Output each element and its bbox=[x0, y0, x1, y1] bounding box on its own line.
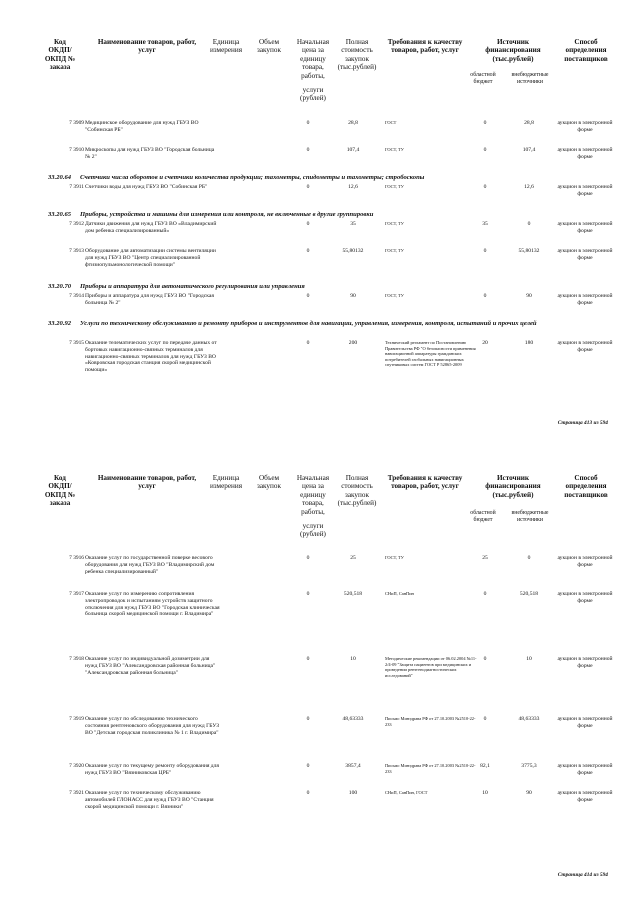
row-code: 7 3914 bbox=[69, 293, 84, 299]
row-total: 35 bbox=[350, 221, 356, 227]
row-start-price: 0 bbox=[306, 716, 310, 722]
row-requirements: ГОСТ, ТУ bbox=[385, 184, 404, 189]
row-requirements: ГОСТ, ТУ bbox=[385, 221, 404, 226]
row-total: 3857,4 bbox=[345, 763, 361, 769]
row-start-price: 0 bbox=[306, 763, 310, 769]
row-requirements: Письмо Минздрава РФ от 27.10.2003 №2510-22-233 bbox=[385, 763, 476, 774]
row-name: Медицинское оборудование для нужд ГБУЗ ВО "Собинская РБ" bbox=[85, 120, 199, 133]
section-heading: 33.20.92 Услуги по техническому обслуживанию и ремонту приборов и инструментов для навигации, управления, измерения, контроля, испытаний и прочих целей bbox=[48, 320, 537, 327]
header-method: Способ определения поставщиков bbox=[564, 38, 608, 63]
row-code: 7 3911 bbox=[69, 184, 84, 190]
header-funding-regional: областной бюджет bbox=[470, 510, 496, 523]
row-start-price: 0 bbox=[306, 790, 310, 796]
page-number: Страница 414 из 594 bbox=[557, 872, 608, 878]
row-total: 12,6 bbox=[348, 184, 358, 190]
row-method: аукцион в электронной форме bbox=[557, 147, 613, 160]
row-name: Оборудование для автоматизации системы вентиляции для нужд ГБУЗ ВО "Центр специализированной фтизиопульмонологической помощи" bbox=[85, 248, 216, 268]
header-start-price: Начальная цена за единицу товара, работы, bbox=[296, 38, 330, 80]
row-regional: 10 bbox=[482, 790, 488, 796]
row-total: 25 bbox=[350, 555, 356, 561]
row-method: аукцион в электронной форме bbox=[557, 716, 613, 729]
row-extrabudget: 90 bbox=[526, 790, 532, 796]
row-code: 7 3912 bbox=[69, 221, 84, 227]
row-code: 7 3910 bbox=[69, 147, 84, 153]
header-start-price-services: услуги (рублей) bbox=[300, 522, 326, 539]
header-requirements: Требования к качеству товаров, работ, услуг bbox=[387, 38, 463, 55]
row-requirements: СНиП, СанПин, ГОСТ bbox=[385, 790, 428, 795]
row-extrabudget: 0 bbox=[527, 221, 531, 227]
header-name: Наименование товаров, работ, услуг bbox=[97, 38, 197, 55]
row-total: 48,63333 bbox=[342, 716, 364, 722]
row-requirements: ГОСТ, ТУ bbox=[385, 555, 404, 560]
header-code: Код ОКДП/ ОКПД № заказа bbox=[44, 474, 76, 508]
row-start-price: 0 bbox=[306, 591, 310, 597]
row-regional: 35 bbox=[482, 221, 488, 227]
row-regional: 0 bbox=[483, 656, 487, 662]
row-extrabudget: 180 bbox=[524, 340, 534, 346]
row-code: 7 3920 bbox=[69, 763, 84, 769]
header-funding: Источник финансирования (тыс.рублей) bbox=[485, 474, 541, 499]
row-method: аукцион в электронной форме bbox=[557, 248, 613, 261]
row-name: Оказание услуг по обследованию технического состояния рентгеновского оборудования для нужд ГБУЗ ВО "Детская городская поликлиника № 1 г. Владимира" bbox=[85, 716, 220, 736]
row-name: Датчики движения для нужд ГБУЗ ВО «Владимирский дом ребенка специализированный» bbox=[85, 221, 217, 234]
header-funding: Источник финансирования (тыс.рублей) bbox=[485, 38, 541, 63]
header-code: Код ОКДП/ ОКПД № заказа bbox=[44, 38, 76, 72]
row-name: Оказание услуг по текущему ремонту оборудования для нужд ГБУЗ ВО "Вязниковская ЦРБ" bbox=[85, 763, 219, 776]
row-method: аукцион в электронной форме bbox=[557, 591, 613, 604]
section-heading: 33.20.65 Приборы, устройства и машины для измерения или контроля, не включенные в другие группировки bbox=[48, 211, 374, 218]
row-code: 7 3913 bbox=[69, 248, 84, 254]
page-413 bbox=[0, 0, 640, 452]
header-volume: Объем закупок bbox=[257, 474, 281, 491]
row-requirements: СНиП, СанПин bbox=[385, 591, 414, 596]
row-regional: 0 bbox=[483, 293, 487, 299]
row-extrabudget: 0 bbox=[527, 555, 531, 561]
row-total: 520,518 bbox=[343, 591, 363, 597]
header-unit: Единица измерения bbox=[209, 474, 243, 491]
row-name: Приборы и аппаратура для нужд ГБУЗ ВО "Городская больница № 2" bbox=[85, 293, 214, 306]
row-extrabudget: 55,80132 bbox=[518, 248, 540, 254]
row-method: аукцион в электронной форме bbox=[557, 555, 613, 568]
header-method: Способ определения поставщиков bbox=[564, 474, 608, 499]
header-total-cost: Полная стоимость закупок (тыс.рублей) bbox=[337, 474, 377, 508]
row-regional: 0 bbox=[483, 184, 487, 190]
row-requirements: ГОСТ bbox=[385, 120, 397, 125]
row-start-price: 0 bbox=[306, 656, 310, 662]
row-method: аукцион в электронной форме bbox=[557, 221, 613, 234]
row-code: 7 3916 bbox=[69, 555, 84, 561]
page-number: Страница 413 из 594 bbox=[557, 420, 608, 426]
section-heading: 33.20.64 Счетчики числа оборотов и счетчики количества продукции; тахометры, спидометры и тахометры; стробоскопы bbox=[48, 174, 425, 181]
row-start-price: 0 bbox=[306, 248, 310, 254]
row-method: аукцион в электронной форме bbox=[557, 790, 613, 803]
row-method: аукцион в электронной форме bbox=[557, 184, 613, 197]
row-start-price: 0 bbox=[306, 340, 310, 346]
header-requirements: Требования к качеству товаров, работ, услуг bbox=[387, 474, 463, 491]
row-regional: 82,1 bbox=[480, 763, 490, 769]
row-start-price: 0 bbox=[306, 293, 310, 299]
row-requirements: Письмо Минздрава РФ от 27.10.2003 №2510-22-233 bbox=[385, 716, 476, 727]
row-code: 7 3919 bbox=[69, 716, 84, 722]
row-requirements: Методические рекомендации от 06.02.2004 №11-2/4-09 "Защита пациентов при медицинских и проведении рентгенодиагностических исследований" bbox=[385, 656, 477, 678]
row-requirements: Технический регламент по Постановлению Правительства РФ "О безопасности применения навигационной аппаратуры гражданских потребителей глобальных навигационных спутниковых систем ГОСТ Р 52865-2009 bbox=[385, 340, 476, 368]
header-unit: Единица измерения bbox=[209, 38, 243, 55]
row-total: 200 bbox=[348, 340, 358, 346]
row-requirements: ГОСТ, ТУ bbox=[385, 293, 404, 298]
row-total: 28,8 bbox=[348, 120, 358, 126]
row-name: Оказание услуг по измерению сопротивления электропроводок и испытаниям устройств защитного отключения для нужд ГБУЗ ВО "Городская клиническая больница скорой медицинской помощи г. Владимира" bbox=[85, 591, 220, 618]
row-start-price: 0 bbox=[306, 555, 310, 561]
row-extrabudget: 28,8 bbox=[524, 120, 534, 126]
header-total-cost: Полная стоимость закупок (тыс.рублей) bbox=[337, 38, 377, 72]
row-regional: 0 bbox=[483, 248, 487, 254]
header-funding-regional: областной бюджет bbox=[470, 72, 496, 85]
row-regional: 0 bbox=[483, 716, 487, 722]
row-name: Оказание услуг по государственной поверке весового оборудования для нужд ГБУЗ ВО "Владимирский дом ребенка специализированный" bbox=[85, 555, 215, 575]
row-total: 55,80132 bbox=[342, 248, 364, 254]
row-start-price: 0 bbox=[306, 184, 310, 190]
header-name: Наименование товаров, работ, услуг bbox=[97, 474, 197, 491]
row-method: аукцион в электронной форме bbox=[557, 120, 613, 133]
row-extrabudget: 520,518 bbox=[519, 591, 539, 597]
row-requirements: ГОСТ, ТУ bbox=[385, 147, 404, 152]
row-requirements: ГОСТ, ТУ bbox=[385, 248, 404, 253]
row-regional: 0 bbox=[483, 120, 487, 126]
row-method: аукцион в электронной форме bbox=[557, 340, 613, 353]
row-extrabudget: 48,63333 bbox=[518, 716, 540, 722]
section-heading: 33.20.70 Приборы и аппаратура для автоматического регулирования или управления bbox=[48, 283, 305, 290]
header-volume: Объем закупок bbox=[257, 38, 281, 55]
header-start-price: Начальная цена за единицу товара, работы, bbox=[296, 474, 330, 516]
row-extrabudget: 3775,3 bbox=[521, 763, 537, 769]
row-code: 7 3917 bbox=[69, 591, 84, 597]
row-start-price: 0 bbox=[306, 221, 310, 227]
row-regional: 25 bbox=[482, 555, 488, 561]
row-code: 7 3918 bbox=[69, 656, 84, 662]
row-extrabudget: 12,6 bbox=[524, 184, 534, 190]
row-method: аукцион в электронной форме bbox=[557, 656, 613, 669]
page-414 bbox=[0, 452, 640, 905]
row-name: Микроскопы для нужд ГБУЗ ВО "Городская больница № 2" bbox=[85, 147, 215, 160]
row-total: 100 bbox=[348, 790, 358, 796]
row-name: Счетчики воды для нужд ГБУЗ ВО "Собинская РБ" bbox=[85, 184, 208, 190]
row-total: 107,4 bbox=[346, 147, 360, 153]
row-extrabudget: 90 bbox=[526, 293, 532, 299]
row-extrabudget: 10 bbox=[526, 656, 532, 662]
row-code: 7 3915 bbox=[69, 340, 84, 346]
row-regional: 0 bbox=[483, 147, 487, 153]
row-total: 90 bbox=[350, 293, 356, 299]
row-name: Оказание услуг по индивидуальной дозиметрии для нужд ГБУЗ ВО "Александровская районная больница" "Александровская районная больница" bbox=[85, 656, 216, 676]
row-regional: 20 bbox=[482, 340, 488, 346]
row-regional: 0 bbox=[483, 591, 487, 597]
row-name: Оказание услуг по техническому обслуживанию автомобилей ГЛОНАСС для нужд ГБУЗ ВО "Станция скорой медицинской помощи г. Вязники" bbox=[85, 790, 214, 810]
row-extrabudget: 107,4 bbox=[522, 147, 536, 153]
header-start-price-services: услуги (рублей) bbox=[300, 86, 326, 103]
row-code: 7 3921 bbox=[69, 790, 84, 796]
row-code: 7 3909 bbox=[69, 120, 84, 126]
row-total: 10 bbox=[350, 656, 356, 662]
row-start-price: 0 bbox=[306, 147, 310, 153]
row-start-price: 0 bbox=[306, 120, 310, 126]
header-funding-extrabudget: внебюджетные источники bbox=[511, 510, 549, 523]
header-funding-extrabudget: внебюджетные источники bbox=[511, 72, 549, 85]
row-name: Оказание телематических услуг по передаче данных от бортовых навигационно-связных терминалов для навигационно-связных терминалов для нужд ГБУЗ ВО «Ковровская городская станция скорой медицинской помощи» bbox=[85, 340, 217, 374]
row-method: аукцион в электронной форме bbox=[557, 763, 613, 776]
row-method: аукцион в электронной форме bbox=[557, 293, 613, 306]
